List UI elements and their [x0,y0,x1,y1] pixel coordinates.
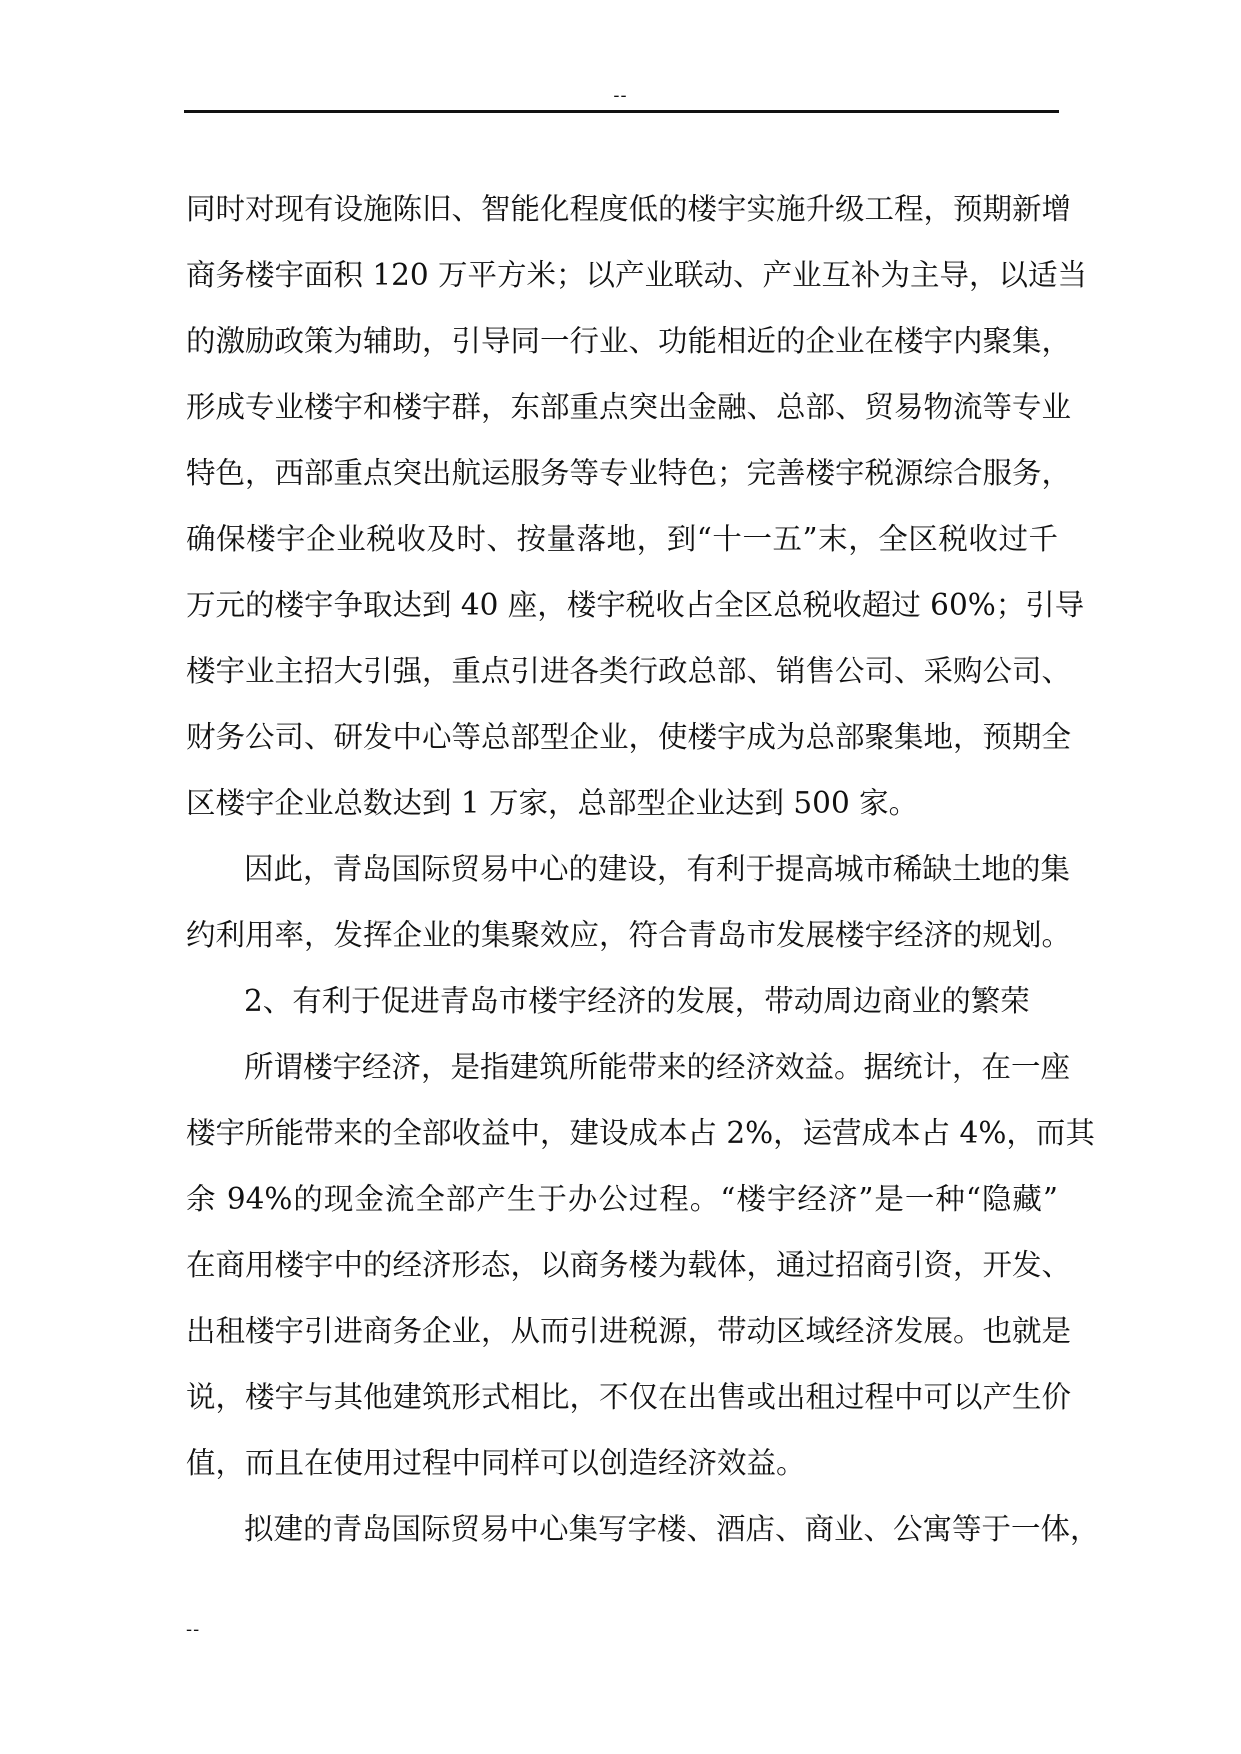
text-line: 楼宇业主招大引强，重点引进各类行政总部、销售公司、采购公司、 [186,654,1072,688]
text-line: 在商用楼宇中的经济形态，以商务楼为载体，通过招商引资，开发、 [186,1248,1072,1282]
text-line: 特色，西部重点突出航运服务等专业特色；完善楼宇税源综合服务， [186,456,1072,490]
text-line: 出租楼宇引进商务企业，从而引进税源，带动区域经济发展。也就是 [186,1314,1072,1348]
text-line: 形成专业楼宇和楼宇群，东部重点突出金融、总部、贸易物流等专业 [186,390,1072,424]
text-line: 余 94%的现金流全部产生于办公过程。“楼宇经济”是一种“隐藏” [186,1182,1058,1216]
document-body [186,176,1100,1562]
text-line: 2、有利于促进青岛市楼宇经济的发展，带动周边商业的繁荣 [244,984,1030,1018]
text-line: 区楼宇企业总数达到 1 万家，总部型企业达到 500 家。 [186,786,919,820]
page-header-mark: -- [613,85,628,106]
text-line: 商务楼宇面积 120 万平方米；以产业联动、产业互补为主导，以适当 [186,258,1088,292]
text-line: 所谓楼宇经济，是指建筑所能带来的经济效益。据统计，在一座 [244,1050,1071,1084]
text-line: 值，而且在使用过程中同样可以创造经济效益。 [186,1446,806,1480]
text-line: 拟建的青岛国际贸易中心集写字楼、酒店、商业、公寓等于一体， [244,1512,1100,1546]
text-line: 万元的楼宇争取达到 40 座，楼宇税收占全区总税收超过 60%；引导 [186,588,1085,622]
text-line: 说，楼宇与其他建筑形式相比，不仅在出售或出租过程中可以产生价 [186,1380,1072,1414]
text-line: 因此，青岛国际贸易中心的建设，有利于提高城市稀缺土地的集 [244,852,1071,886]
text-line: 楼宇所能带来的全部收益中，建设成本占 2%，运营成本占 4%，而其 [186,1116,1095,1150]
text-line: 同时对现有设施陈旧、智能化程度低的楼宇实施升级工程，预期新增 [186,192,1072,226]
text-line: 约利用率，发挥企业的集聚效应，符合青岛市发展楼宇经济的规划。 [186,918,1072,952]
text-line: 确保楼宇企业税收及时、按量落地，到“十一五”末，全区税收过千 [186,522,1058,556]
text-line: 财务公司、研发中心等总部型企业，使楼宇成为总部聚集地，预期全 [186,720,1072,754]
page-footer-mark: -- [186,1619,201,1640]
header-divider [184,110,1059,113]
text-line: 的激励政策为辅助，引导同一行业、功能相近的企业在楼宇内聚集， [186,324,1072,358]
